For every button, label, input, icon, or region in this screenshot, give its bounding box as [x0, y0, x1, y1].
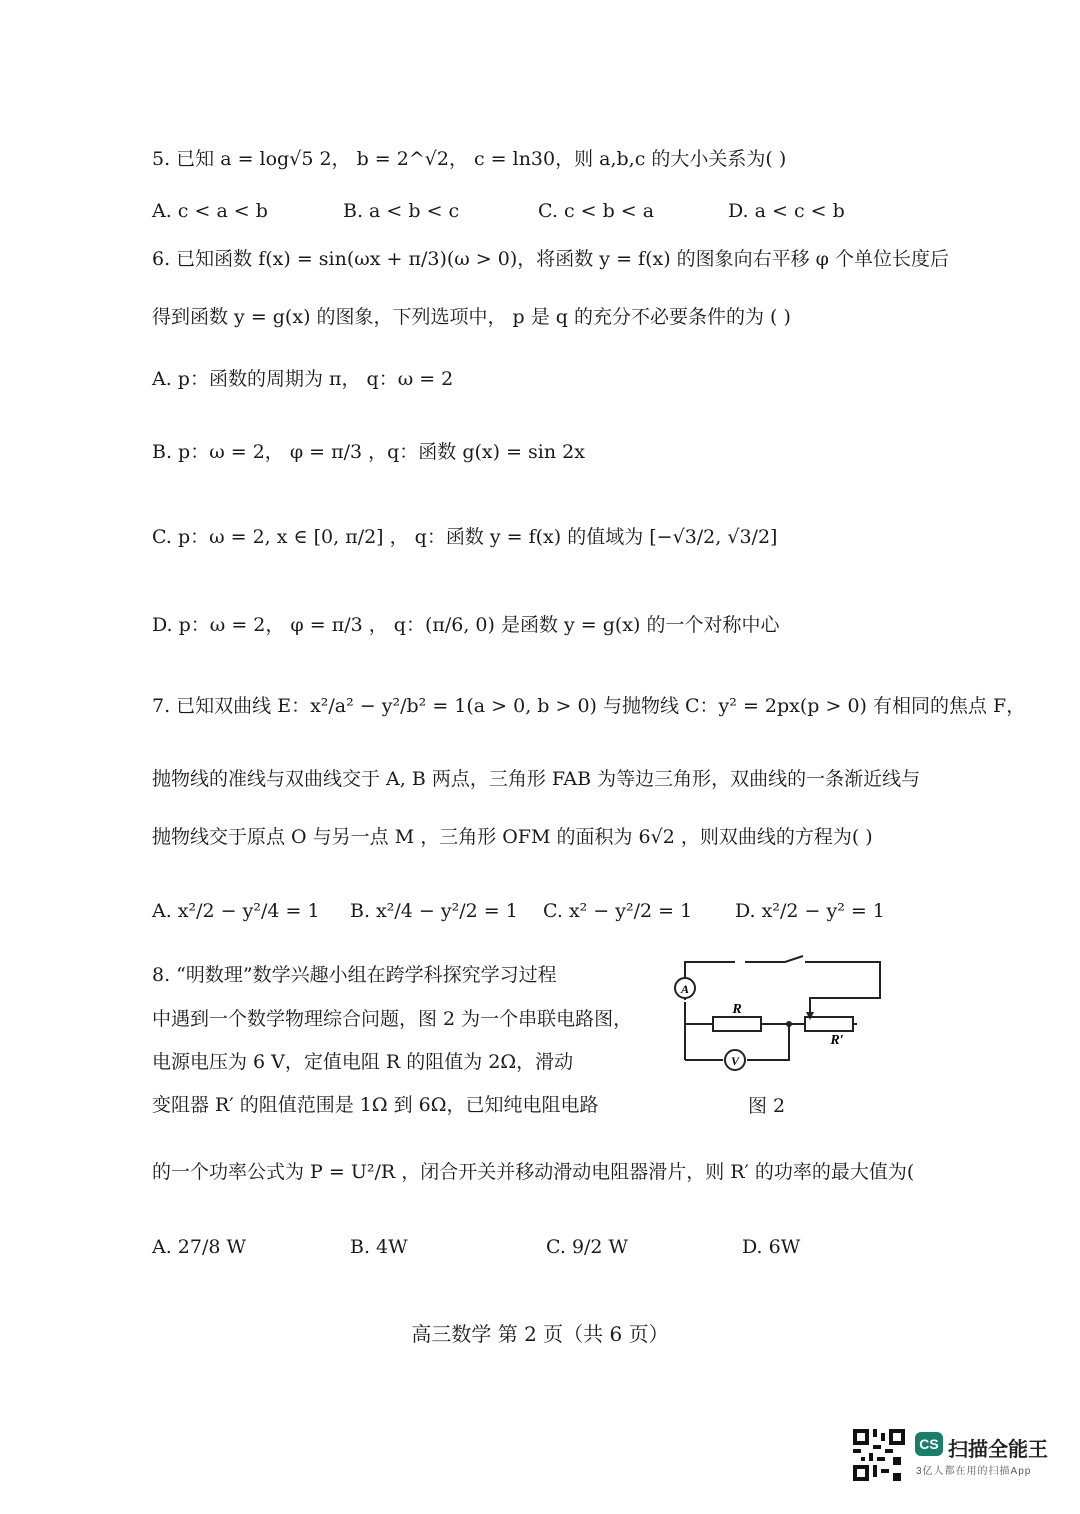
circuit-diagram — [665, 950, 895, 1080]
watermark-tagline: 3亿人都在用的扫描App — [916, 1466, 1032, 1477]
q8-line-4: 变阻器 R′ 的阻值范围是 1Ω 到 6Ω，已知纯电阻电路 — [152, 1094, 599, 1116]
q5-option-c: C. c < b < a — [538, 200, 655, 222]
q8-line-5: 的一个功率公式为 P = U²/R ，闭合开关并移动滑动电阻器滑片，则 R′ 的功率的最大值为( — [152, 1161, 915, 1183]
q6-option-c: C. p：ω = 2, x ∈ [0, π/2] ， q：函数 y = f(x) 的值域为 [−√3/2, √3/2] — [152, 526, 778, 548]
qr-code-icon — [853, 1429, 905, 1481]
q7-stem-line1: 7. 已知双曲线 E：x²/a² − y²/b² = 1(a > 0, b > 0) 与抛物线 C：y² = 2px(p > 0) 有相同的焦点 F， — [152, 695, 1026, 717]
ammeter-label: A — [680, 982, 690, 996]
q8-option-c: C. 9/2 W — [546, 1236, 629, 1258]
resistor-label: R — [732, 1002, 742, 1017]
watermark-brand: 扫描全能王 — [948, 1439, 1048, 1461]
q7-option-a: A. x²/2 − y²/4 = 1 — [152, 900, 320, 922]
q8-option-d: D. 6W — [742, 1236, 801, 1258]
q8-option-a: A. 27/8 W — [152, 1236, 247, 1258]
figure-caption: 图 2 — [748, 1095, 786, 1117]
q8-option-b: B. 4W — [350, 1236, 408, 1258]
q5-option-d: D. a < c < b — [728, 200, 845, 222]
q8-line-3: 电源电压为 6 V，定值电阻 R 的阻值为 2Ω，滑动 — [152, 1051, 574, 1073]
q5-option-b: B. a < b < c — [343, 200, 460, 222]
voltmeter-label: V — [730, 1054, 740, 1068]
q8-line-1: 8. “明数理”数学兴趣小组在跨学科探究学习过程 — [152, 964, 557, 986]
rheostat-label: R′ — [830, 1033, 844, 1048]
q7-option-c: C. x² − y²/2 = 1 — [543, 900, 693, 922]
camscanner-logo-icon: CS — [915, 1432, 943, 1456]
q6-stem-line1: 6. 已知函数 f(x) = sin(ωx + π/3)(ω > 0)，将函数 y = f(x) 的图象向右平移 φ 个单位长度后 — [152, 248, 950, 270]
q5-stem: 5. 已知 a = log√5 2， b = 2^√2， c = ln30，则 a,b,c 的大小关系为( ) — [152, 148, 787, 170]
q5-option-a: A. c < a < b — [152, 200, 268, 222]
q7-option-d: D. x²/2 − y² = 1 — [735, 900, 885, 922]
q6-option-d: D. p：ω = 2， φ = π/3 ， q：(π/6, 0) 是函数 y = g(x) 的一个对称中心 — [152, 614, 780, 636]
page-footer: 高三数学 第 2 页（共 6 页） — [411, 1322, 669, 1346]
q7-stem-line3: 抛物线交于原点 O 与另一点 M ，三角形 OFM 的面积为 6√2 ，则双曲线的方程为( ) — [152, 826, 873, 848]
q8-line-2: 中遇到一个数学物理综合问题，图 2 为一个串联电路图， — [152, 1008, 633, 1030]
q6-option-b: B. p：ω = 2， φ = π/3 ，q：函数 g(x) = sin 2x — [152, 441, 585, 463]
q6-stem-line2: 得到函数 y = g(x) 的图象，下列选项中， p 是 q 的充分不必要条件的为 ( ) — [152, 306, 791, 328]
q7-stem-line2: 抛物线的准线与双曲线交于 A, B 两点，三角形 FAB 为等边三角形，双曲线的一条渐近线与 — [152, 768, 921, 790]
q7-option-b: B. x²/4 − y²/2 = 1 — [350, 900, 518, 922]
q6-option-a: A. p：函数的周期为 π， q：ω = 2 — [152, 368, 454, 390]
